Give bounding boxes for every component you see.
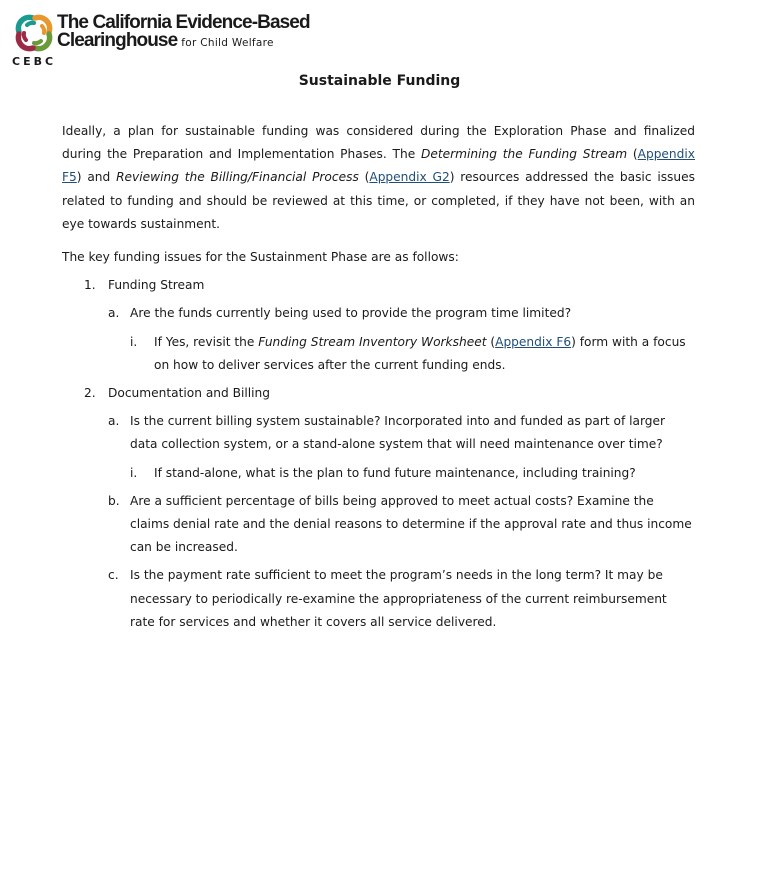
document-body xyxy=(62,120,695,634)
list-subsubitem xyxy=(62,462,695,485)
list-item-label: Documentation and Billing xyxy=(108,386,270,401)
intro-paragraph xyxy=(62,120,695,236)
cebc-logo xyxy=(10,10,310,70)
logo-clearinghouse: Clearinghouse xyxy=(57,30,178,51)
list-subsubitem-text: ) form with a focus on how to deliver services after the current funding ends. xyxy=(154,334,686,372)
list-subitem-text: Are the funds currently being used to provide the program time limited? xyxy=(130,306,572,321)
list-item-documentation-billing xyxy=(62,382,695,405)
worksheet-title: Funding Stream Inventory Worksheet xyxy=(258,334,487,349)
list-marker: a. xyxy=(108,306,120,321)
list-subitem xyxy=(62,410,695,456)
intro-text: ) and xyxy=(76,170,117,185)
list-marker: 2. xyxy=(84,386,96,401)
list-subitem xyxy=(62,564,695,634)
logo-abbreviation: CEBC xyxy=(12,55,57,68)
list-subitem-text: Is the current billing system sustainable? Incorporated into and funded as part of larger data collection system, or a stand-alone system that will need maintenance over time? xyxy=(130,414,666,452)
page-title: Sustainable Funding xyxy=(298,73,461,89)
cebc-logo-icon xyxy=(13,12,55,54)
list-item-funding-stream xyxy=(62,274,695,297)
intro-text: ( xyxy=(627,147,638,162)
list-subitem xyxy=(62,490,695,560)
list-marker: i. xyxy=(130,465,138,480)
lead-in-paragraph: The key funding issues for the Sustainment Phase are as follows: xyxy=(62,250,459,265)
list-item-label: Funding Stream xyxy=(108,278,205,293)
intro-text: Ideally, a plan for sustainable funding was considered during the Exploration Phase and finalized during the Preparation and Implementation Phases. The xyxy=(62,124,695,162)
intro-text: ) resources addressed the basic issues related to funding and should be reviewed at this time, or completed, if they have not been, with an eye towards sustainment. xyxy=(62,170,695,231)
logo-title-line2 xyxy=(57,31,274,53)
intro-text: ( xyxy=(358,170,370,185)
list-subsubitem-text: ( xyxy=(486,334,496,349)
list-subitem-text: Is the payment rate sufficient to meet the program’s needs in the long term? It may be necessary to periodically re-examine the appropriateness of the current reimbursement rate for services and whether it covers all service delivered. xyxy=(130,568,667,629)
list-subsubitem-text: If Yes, revisit the xyxy=(154,334,259,349)
list-subsubitem xyxy=(62,331,695,377)
list-marker: i. xyxy=(130,334,138,349)
list-marker: c. xyxy=(108,568,119,583)
list-marker: 1. xyxy=(84,278,96,293)
appendix-f6-link[interactable]: Appendix F6 xyxy=(495,334,572,349)
list-subsubitem-text: If stand-alone, what is the plan to fund future maintenance, including training? xyxy=(154,465,636,480)
list-marker: a. xyxy=(108,414,120,429)
logo-subtitle: for Child Welfare xyxy=(181,37,274,49)
resource-title-funding-stream: Determining the Funding Stream xyxy=(420,147,628,162)
appendix-f5-link[interactable]: Appendix F5 xyxy=(62,147,695,185)
list-marker: b. xyxy=(108,493,120,508)
list-subitem xyxy=(62,302,695,325)
list-subitem-text: Are a sufficient percentage of bills being approved to meet actual costs? Examine the claims denial rate and the denial reasons to determine if the approval rate and thus income can be increased. xyxy=(130,493,692,555)
appendix-g2-link[interactable]: Appendix G2 xyxy=(369,170,450,185)
logo-title-line1: The California Evidence-Based xyxy=(57,12,310,33)
resource-title-billing-process: Reviewing the Billing/Financial Process xyxy=(116,170,359,185)
